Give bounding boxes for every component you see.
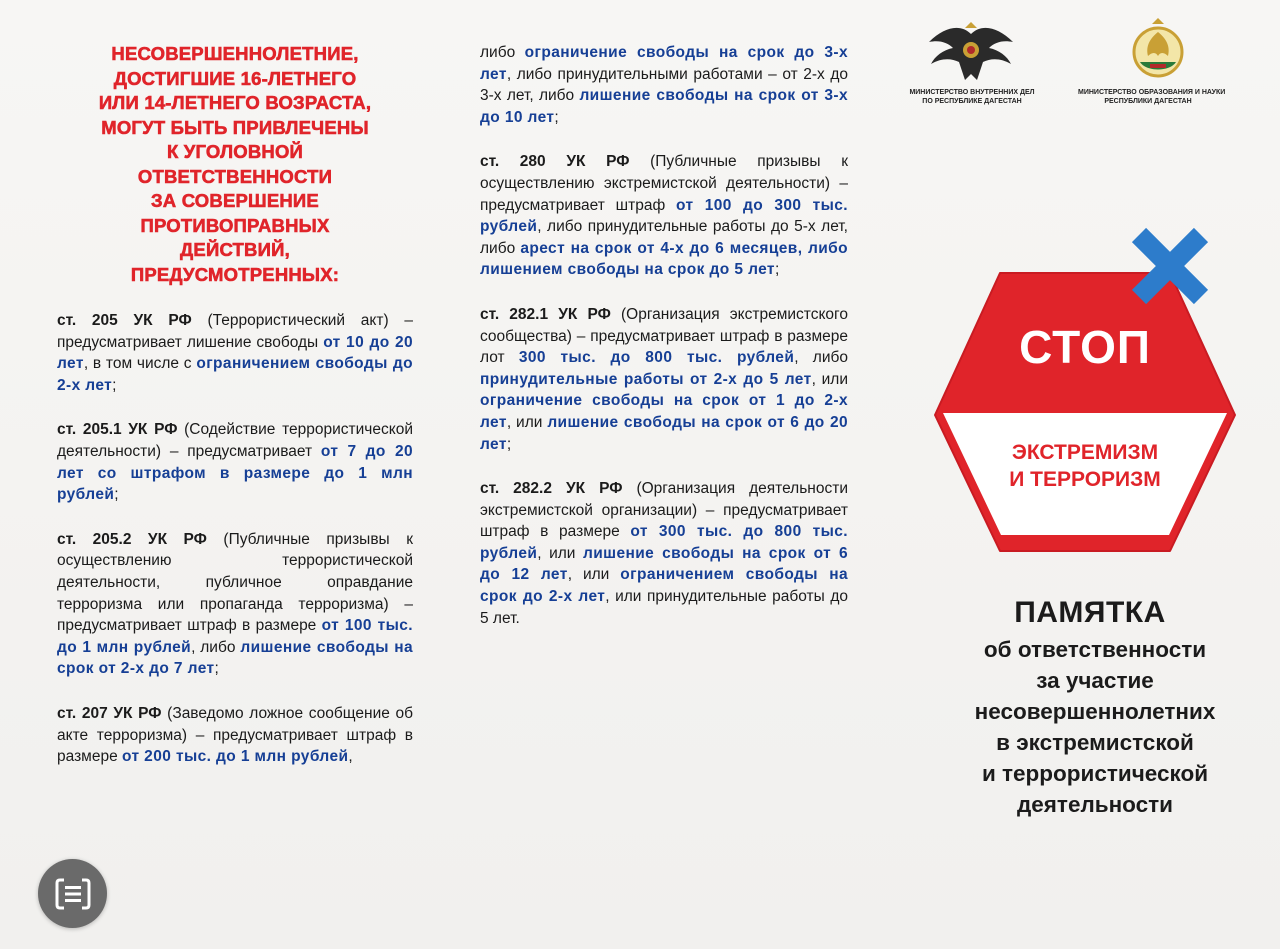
article-text: , [348, 748, 353, 766]
penalty-highlight: от 300 тыс. до 800 тыс. рублей [480, 523, 848, 562]
penalty-highlight: ограничением свободы на срок до 2-х лет [480, 566, 848, 606]
heading-line: ЗА СОВЕРШЕНИЕ [151, 190, 319, 211]
penalty-highlight: от 100 до 300 тыс. рублей [480, 196, 848, 236]
memo-line: и террористической [981, 761, 1209, 786]
heading-line: НЕСОВЕРШЕННОЛЕТНИЕ, [111, 43, 359, 64]
heading-line: ДЕЙСТВИЙ, [180, 239, 290, 260]
article-282-1 [480, 304, 848, 455]
article-text: либо [480, 44, 525, 61]
article-number: ст. 205.2 УК РФ [57, 530, 207, 548]
heading-line: ДОСТИГШИЕ 16-ЛЕТНЕГО [113, 67, 357, 89]
article-text: , либо принудительными работами – от 2-х до 3-х лет, либо [480, 65, 848, 105]
minobr-caption-line: МИНИСТЕРСТВО ОБРАЗОВАНИЯ И НАУКИ [1078, 89, 1226, 96]
article-text: , в том числе с [83, 355, 197, 373]
article-text: , или [537, 544, 583, 562]
article-text: ; [506, 435, 512, 453]
article-205-1 [57, 419, 413, 505]
article-text: , либо [794, 349, 848, 367]
penalty-highlight: от 7 до 20 лет со штрафом в размере до 1 млн рублей [57, 442, 413, 504]
cross-x-icon [1129, 225, 1211, 307]
article-205 [57, 310, 413, 396]
article-text: (Публичные призывы к осуществлению террористической деятельности, публичное оправдание терроризма или пропаганда терроризма) – предусматривает штраф в размере [57, 530, 413, 635]
article-207 [57, 703, 413, 768]
penalty-highlight: ограничение свободы на срок от 1 до 2-х лет [480, 392, 848, 431]
heading-line: ИЛИ 14-ЛЕТНЕГО ВОЗРАСТА, [98, 92, 372, 113]
article-number: ст. 205 УК РФ [57, 312, 192, 329]
stop-title: СТОП [1019, 321, 1151, 373]
middle-column [480, 42, 848, 652]
article-text: , или принудительные работы до 5 лет. [480, 588, 848, 627]
memo-line: в экстремистской [996, 730, 1194, 755]
article-text: , либо [191, 638, 241, 656]
text-scan-button[interactable] [38, 859, 107, 928]
penalty-highlight: лишение свободы на срок от 2-х до 7 лет [57, 638, 413, 678]
article-number: ст. 282.1 УК РФ [480, 305, 611, 323]
article-text: ; [554, 108, 559, 126]
article-text: (Организация деятельности экстремистской организации) – предусматривает штраф в размере [480, 480, 848, 541]
heading-line: ПРОТИВОПРАВНЫХ [140, 214, 330, 236]
article-text: (Публичные призывы к осуществлению экстремистской деятельности) – предусматривает штраф [480, 153, 848, 214]
dagestan-coat-of-arms-icon [1130, 18, 1186, 84]
article-number: ст. 280 УК РФ [480, 153, 630, 171]
penalty-highlight: от 10 до 20 лет [57, 333, 413, 373]
stop-subtitle-line: ЭКСТРЕМИЗМ [1011, 441, 1159, 464]
article-text: ; [214, 660, 219, 678]
article-text: , или [506, 413, 548, 431]
article-text: , либо принудительные работы до 5-х лет, либо [480, 218, 848, 257]
memo-line: об ответственности [983, 637, 1207, 662]
mvd-caption [902, 88, 1042, 106]
memo-subtitle [930, 634, 1260, 820]
stop-subtitle-line: И ТЕРРОРИЗМ [1009, 468, 1161, 491]
text-scan-icon [54, 877, 92, 911]
minobr-caption [1078, 88, 1226, 106]
stop-sign [925, 225, 1245, 555]
memo-line: несовершеннолетних [974, 699, 1216, 724]
article-282-2 [480, 478, 848, 629]
left-column [57, 310, 413, 791]
penalty-highlight: от 200 тыс. до 1 млн рублей [122, 748, 349, 766]
penalty-highlight: от 100 тыс. до 1 млн рублей [57, 617, 413, 656]
memo-line: деятельности [1017, 792, 1173, 817]
article-280 [480, 151, 848, 281]
eagle-emblem-icon [925, 20, 1017, 86]
article-text: ; [112, 376, 117, 394]
article-207-continued [480, 42, 848, 128]
article-205-2 [57, 529, 413, 680]
article-text: (Содействие террористической деятельности) – предусматривает [57, 421, 413, 460]
penalty-highlight: лишение свободы на срок от 6 до 20 лет [480, 413, 849, 453]
warning-heading [40, 42, 430, 287]
heading-line: МОГУТ БЫТЬ ПРИВЛЕЧЕНЫ [101, 116, 369, 138]
mvd-caption-line: МИНИСТЕРСТВО ВНУТРЕННИХ ДЕЛ [909, 89, 1035, 96]
article-number: ст. 282.2 УК РФ [480, 480, 623, 498]
article-text: , или [567, 566, 621, 584]
article-text: , или [811, 370, 848, 388]
penalty-highlight: принудительные работы от 2-х до 5 лет [480, 370, 812, 388]
penalty-highlight: 300 тыс. до 800 тыс. рублей [518, 349, 795, 367]
penalty-highlight: ограничение свободы на срок до 3-х лет [480, 44, 848, 83]
article-text: (Организация экстремистского сообщества) – предусматривает штраф в размере лот [480, 305, 848, 367]
penalty-highlight: ограничением свободы до 2-х лет [57, 355, 413, 394]
penalty-highlight: лишение свободы на срок от 6 до 12 лет [480, 544, 849, 584]
memo-title: ПАМЯТКА [1014, 596, 1166, 629]
mvd-caption-line: ПО РЕСПУБЛИКЕ ДАГЕСТАН [922, 98, 1022, 105]
article-text: (Заведомо ложное сообщение об акте терроризма) – предусматривает штраф в размере [57, 704, 414, 766]
article-number: ст. 205.1 УК РФ [57, 421, 178, 439]
article-text: ; [774, 261, 780, 279]
minobr-caption-line: РЕСПУБЛИКИ ДАГЕСТАН [1104, 98, 1192, 105]
penalty-highlight: лишение свободы на срок от 3-х до 10 лет [480, 87, 848, 126]
heading-line: К УГОЛОВНОЙ [166, 141, 304, 162]
heading-line: ОТВЕТСТВЕННОСТИ [137, 165, 333, 187]
heading-line: ПРЕДУСМОТРЕННЫХ: [130, 263, 340, 285]
memo-line: за участие [1036, 668, 1154, 693]
article-number: ст. 207 УК РФ [57, 704, 162, 722]
penalty-highlight: арест на срок от 4-х до 6 месяцев, либо лишением свободы на срок до 5 лет [480, 239, 848, 279]
article-text: (Террористический акт) – предусматривает лишение свободы [57, 312, 414, 351]
article-text: ; [114, 486, 119, 504]
